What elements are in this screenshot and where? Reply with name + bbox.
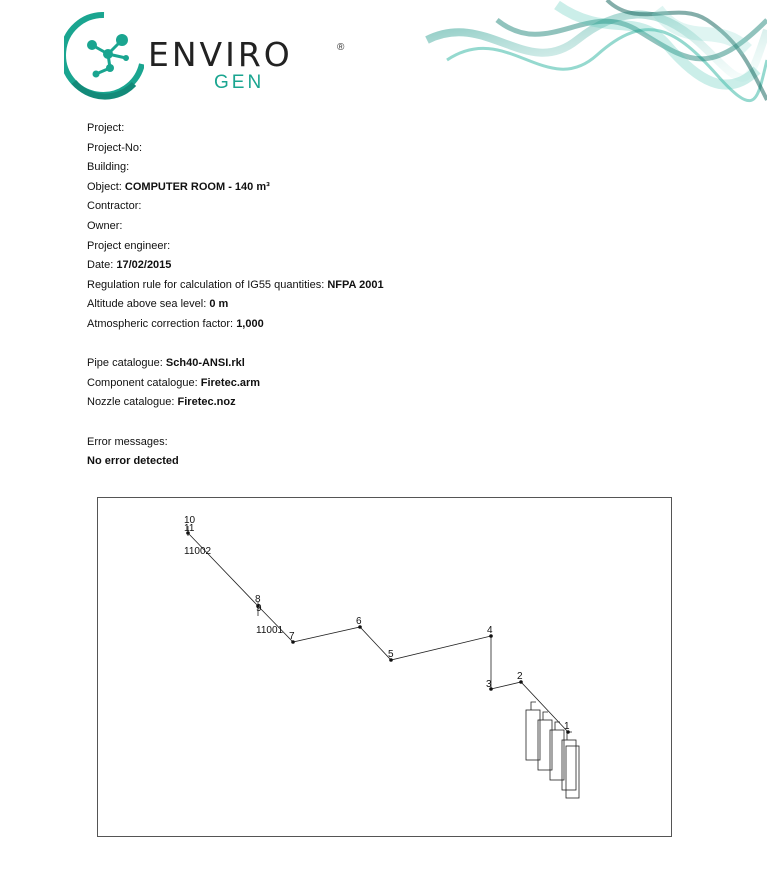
catalogue-label: Nozzle catalogue: xyxy=(87,396,175,409)
catalogue-row xyxy=(87,374,384,394)
field-label: Project-No: xyxy=(87,141,143,154)
node-label: 8 xyxy=(255,594,261,605)
catalogue-row xyxy=(87,393,384,413)
node-label: 1 xyxy=(564,721,570,732)
field-value: 1,000 xyxy=(236,317,264,330)
smoke-decoration xyxy=(407,0,767,120)
field-value: 0 m xyxy=(209,298,229,311)
field-label: Date: xyxy=(87,259,114,272)
catalogue-value: Firetec.arm xyxy=(200,376,261,389)
field-row xyxy=(87,295,384,315)
brand-name: ENVIRO xyxy=(148,35,293,74)
node-label: 3 xyxy=(486,679,492,690)
field-label: Atmospheric correction factor: xyxy=(87,317,234,330)
node-label: 2 xyxy=(517,671,523,682)
field-row xyxy=(87,119,384,139)
field-row xyxy=(87,276,384,296)
field-label: Project engineer: xyxy=(87,239,171,252)
brand-logo xyxy=(0,0,380,110)
field-row xyxy=(87,315,384,335)
field-row xyxy=(87,217,384,237)
field-value: 17/02/2015 xyxy=(116,259,172,272)
field-label: Contractor: xyxy=(87,200,142,213)
field-label: Owner: xyxy=(87,219,123,232)
node-label: 6 xyxy=(356,616,362,627)
catalogue-label: Component catalogue: xyxy=(87,376,198,389)
field-row xyxy=(87,178,384,198)
error-label: Error messages: xyxy=(87,435,168,448)
field-row xyxy=(87,139,384,159)
catalogue-label: Pipe catalogue: xyxy=(87,357,163,370)
pipe-network-svg xyxy=(98,498,673,838)
field-label: Object: xyxy=(87,180,122,193)
node-markers xyxy=(186,531,570,734)
node-label: 5 xyxy=(388,649,394,660)
catalogue-value: Firetec.noz xyxy=(177,396,236,409)
field-label: Altitude above sea level: xyxy=(87,298,207,311)
node-label: 4 xyxy=(487,625,493,636)
project-info xyxy=(87,119,384,472)
field-row xyxy=(87,256,384,276)
molecule-icon xyxy=(64,12,144,102)
nozzle-label: 11001 xyxy=(256,625,284,636)
field-value: COMPUTER ROOM - 140 m³ xyxy=(124,180,270,193)
node-label: 9 xyxy=(256,603,262,614)
pipe-network-diagram xyxy=(97,497,672,837)
field-label: Project: xyxy=(87,122,125,134)
registered-mark: ® xyxy=(337,42,345,53)
field-row xyxy=(87,197,384,217)
brand-sub: GEN xyxy=(214,72,265,93)
field-row xyxy=(87,237,384,257)
node-label: 11 xyxy=(184,523,195,534)
error-value: No error detected xyxy=(87,455,179,468)
catalogue-row xyxy=(87,354,384,374)
nozzle-label: 11002 xyxy=(184,546,212,557)
field-label: Building: xyxy=(87,161,130,174)
node-label: 10 xyxy=(184,515,196,526)
node-label: 7 xyxy=(289,631,295,642)
field-value: NFPA 2001 xyxy=(327,278,384,291)
pipe-run xyxy=(188,533,568,732)
catalogue-value: Sch40-ANSI.rkl xyxy=(165,357,245,370)
field-row xyxy=(87,158,384,178)
field-label: Regulation rule for calculation of IG55 quantities: xyxy=(87,278,325,291)
